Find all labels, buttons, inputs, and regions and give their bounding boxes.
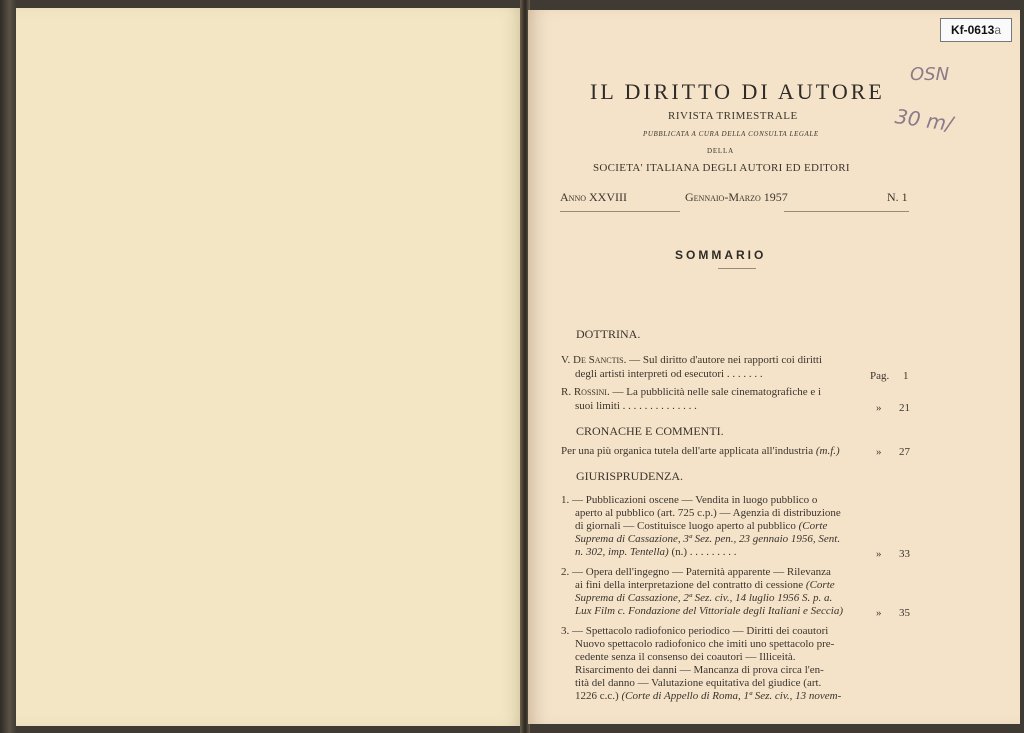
- toc-entry-de-sanctis-line2: degli artisti interpreti od esecutori . . . . . . .: [575, 368, 763, 380]
- issue-year: Anno XXVIII: [560, 190, 627, 204]
- della-line: DELLA: [707, 147, 734, 155]
- toc-entry-j1-line4: Suprema di Cassazione, 3ª Sez. pen., 23 gennaio 1956, Sent.: [575, 533, 841, 545]
- toc-page-number: 27: [899, 446, 910, 458]
- toc-entry-j2-line2: ai fini della interpretazione del contratto di cessione (Corte: [575, 579, 835, 591]
- toc-page-label: »: [876, 607, 882, 619]
- journal-title: IL DIRITTO DI AUTORE: [590, 79, 885, 104]
- toc-page-number: 1: [903, 370, 909, 382]
- toc-entry-j3: 3. — Spettacolo radiofonico periodico — Diritti dei coautori: [561, 625, 829, 637]
- toc-entry-rossini-line2: suoi limiti . . . . . . . . . . . . . .: [575, 400, 697, 412]
- toc-entry-j3-line3: cedente senza il consenso dei coautori — Illiceità.: [575, 651, 796, 663]
- toc-page-label: »: [876, 548, 882, 560]
- issue-number: N. 1: [887, 190, 908, 204]
- journal-subtitle: RIVISTA TRIMESTRALE: [668, 110, 798, 122]
- section-dottrina: DOTTRINA.: [576, 327, 641, 341]
- toc-entry-rossini: R. Rossini. — La pubblicità nelle sale cinematografiche e i: [561, 386, 822, 398]
- header-rule-left: [560, 211, 680, 212]
- toc-page-label: Pag.: [870, 370, 890, 382]
- section-cronache: CRONACHE E COMMENTI.: [576, 424, 724, 438]
- toc-page-number: 21: [899, 402, 910, 414]
- toc-page-number: 33: [899, 548, 910, 560]
- blank-left-page: [16, 8, 524, 726]
- toc-page-number: 35: [899, 607, 910, 619]
- toc-entry-j3-line4: Risarcimento dei danni — Mancanza di prova circa l'en-: [575, 664, 824, 676]
- toc-entry-j1: 1. — Pubblicazioni oscene — Vendita in luogo pubblico o: [561, 494, 818, 506]
- toc-entry-j3-line6: 1226 c.c.) (Corte di Appello di Roma, 1ª Sez. civ., 13 novem-: [575, 690, 842, 702]
- summary-rule: [718, 268, 756, 269]
- society-line: SOCIETA' ITALIANA DEGLI AUTORI ED EDITORI: [593, 162, 850, 174]
- pencil-mark-osn: OSN: [910, 64, 950, 85]
- toc-entry-j3-line5: tità del danno — Valutazione equitativa del giudice (art.: [575, 677, 822, 689]
- section-giurisprudenza: GIURISPRUDENZA.: [576, 469, 684, 483]
- toc-entry-de-sanctis: V. De Sanctis. — Sul diritto d'autore nei rapporti coi diritti: [561, 354, 823, 366]
- archive-label-sticker: Kf-0613a: [940, 18, 1012, 42]
- toc-entry-tutela: Per una più organica tutela dell'arte applicata all'industria (m.f.): [561, 445, 840, 457]
- summary-heading: SOMMARIO: [675, 248, 767, 262]
- toc-page-label: »: [876, 446, 882, 458]
- toc-page-label: »: [876, 402, 882, 414]
- toc-entry-j3-line2: Nuovo spettacolo radiofonico che imiti uno spettacolo pre-: [575, 638, 835, 650]
- publisher-line: PUBBLICATA A CURA DELLA CONSULTA LEGALE: [643, 130, 819, 138]
- toc-entry-j1-line5: n. 302, imp. Tentella) (n.) . . . . . . . . .: [575, 546, 737, 558]
- toc-entry-j2: 2. — Opera dell'ingegno — Paternità apparente — Rilevanza: [561, 566, 831, 578]
- toc-entry-j1-line3: di giornali — Costituisce luogo aperto al pubblico (Corte: [575, 520, 828, 532]
- toc-entry-j2-line4: Lux Film c. Fondazione del Vittoriale degli Italiani e Seccia): [575, 605, 844, 617]
- binding-edge: [0, 0, 16, 733]
- toc-entry-j1-line2: aperto al pubblico (art. 725 c.p.) — Agenzia di distribuzione: [575, 507, 841, 519]
- issue-date: Gennaio-Marzo 1957: [685, 190, 788, 204]
- header-rule-right: [784, 211, 909, 212]
- toc-entry-j2-line3: Suprema di Cassazione, 2ª Sez. civ., 14 luglio 1956 S. p. a.: [575, 592, 833, 604]
- pencil-mark-number: 30 m/: [893, 104, 955, 136]
